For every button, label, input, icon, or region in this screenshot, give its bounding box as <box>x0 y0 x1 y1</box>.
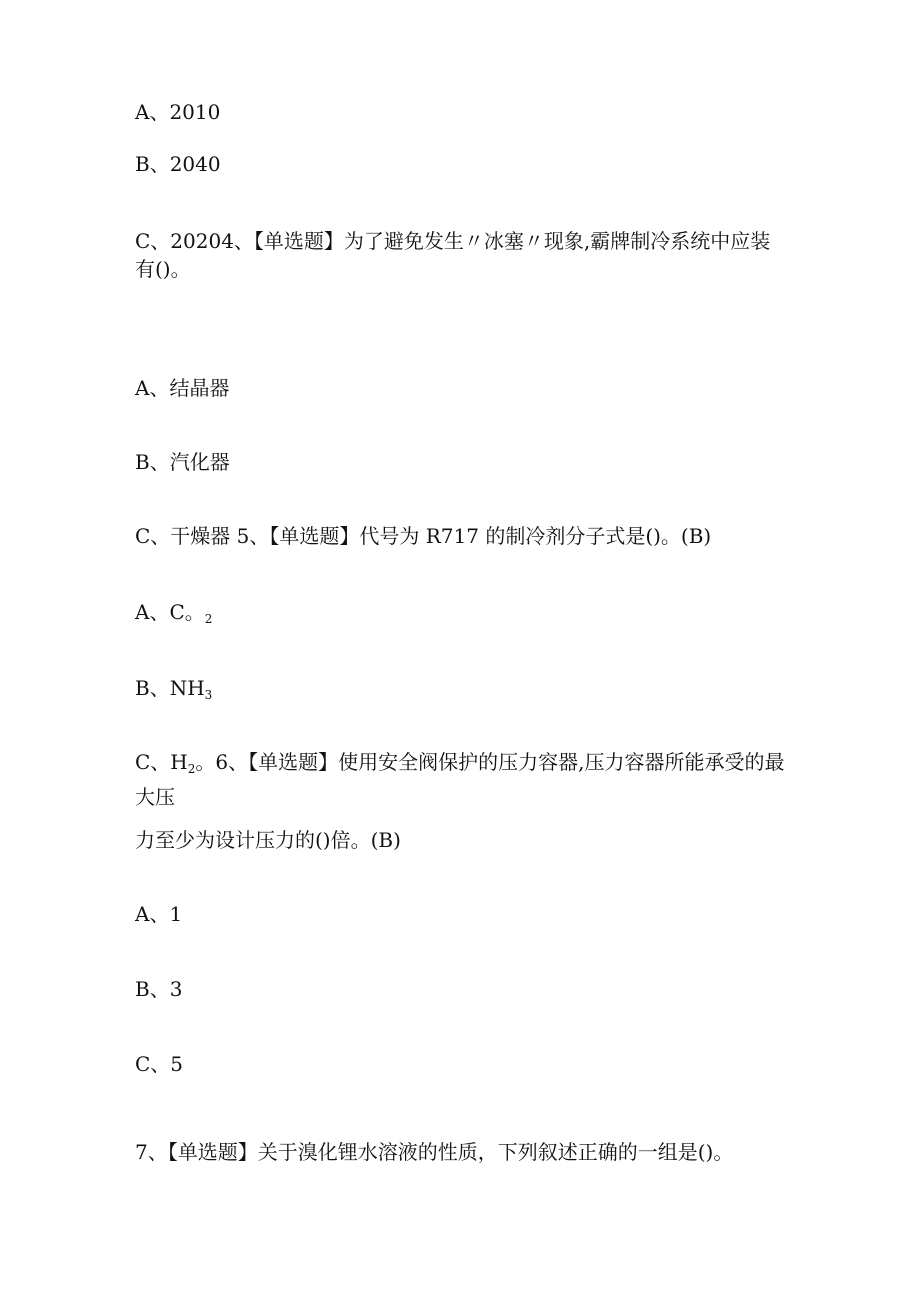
option-b-formula-sub: 3 <box>204 688 213 702</box>
question-6-text <box>135 748 785 811</box>
option-a-crystallizer: A、结晶器 <box>135 376 230 400</box>
option-b-vaporizer: B、汽化器 <box>135 450 230 474</box>
option-a-1: A、1 <box>135 902 183 926</box>
option-b-3: B、3 <box>135 977 183 1001</box>
question-4-text: C、20204、【单选题】为了避免发生〃冰塞〃现象,霸牌制冷系统中应装有()。 <box>135 229 771 281</box>
option-b-formula-main: B、NH <box>135 676 205 700</box>
option-c-5: C、5 <box>135 1052 184 1076</box>
option-b-formula <box>135 674 212 709</box>
option-a-formula-main: A、C。 <box>135 600 205 624</box>
option-c-formula-sub: 2 <box>187 762 196 776</box>
question-7-text: 7、【单选题】关于溴化锂水溶液的性质，下列叙述正确的一组是()。 <box>135 1140 734 1164</box>
option-b-2040: B、2040 <box>135 152 221 176</box>
question-5-text: C、干燥器 5、【单选题】代号为 R717 的制冷剂分子式是()。(B) <box>135 524 712 548</box>
option-a-2010: A、2010 <box>135 100 221 124</box>
question-6-continuation: 力至少为设计压力的()倍。(B) <box>135 828 401 852</box>
option-a-formula-sub: 2 <box>204 612 213 626</box>
option-a-formula <box>135 598 212 633</box>
option-c-formula-pre: C、H <box>135 750 188 774</box>
question-6-body: 。6、【单选题】使用安全阀保护的压力容器,压力容器所能承受的最大压 <box>135 750 785 809</box>
